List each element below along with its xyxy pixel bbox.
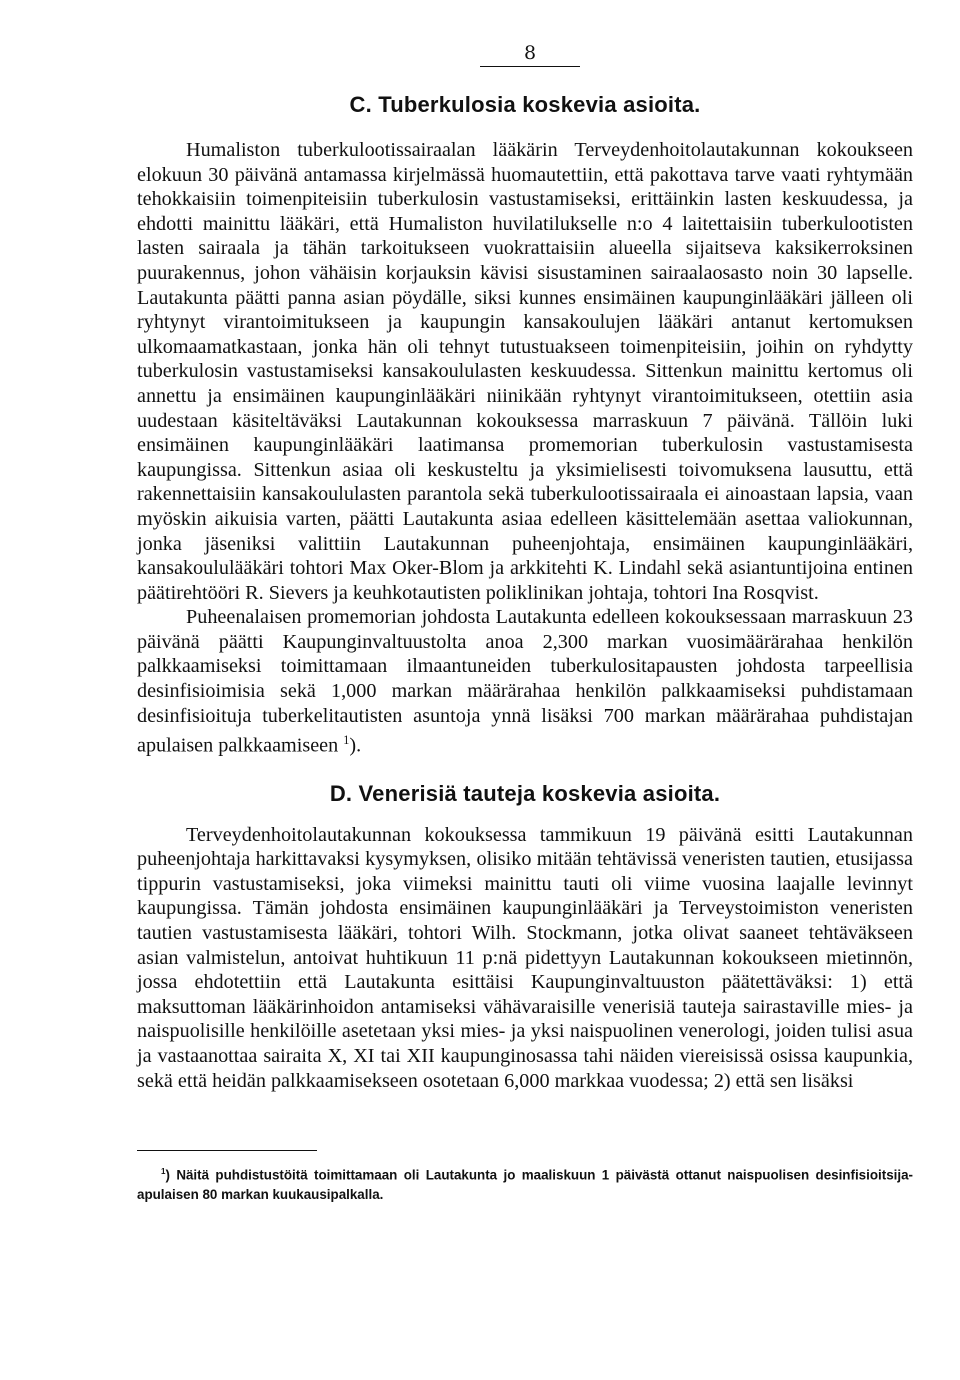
footnote-reference-paren: ): [349, 734, 357, 757]
section-c-paragraph-1: [137, 138, 913, 605]
page-body: [137, 92, 913, 1093]
footnote-mark-paren: ): [165, 1167, 170, 1183]
footnote-mark: 1: [161, 1167, 166, 1176]
section-c-paragraph-1-continued: Lautakunta päätti panna asian pöydälle, siksi kunnes ensimäinen kaupunginlääkäri jälleen oli ryhtynyt virantoimitukseen ja kaupungin kansakoulujen lääkäri antanut kertomuksen ulkomaamatkastaan, jonka hän oli tehnyt tutustuakseen toimenpiteisiin, joihin on ryhdytty tuberkulosin vastustamiseksi kansakoululasten keskuudessa. Sittenkun mainittu kertomus oli annettu ja ensimäinen kaupunginlääkäri niinikään ryhtynyt virantoimitukseen, otettiin asia uudestaan käsiteltäväksi Lautakunnan kokouksessa marraskuun 7 päivänä. Tällöin luki ensimäinen kaupunginlääkäri laatimansa promemorian tuberkulosin vastustamisesta kaupungissa. Sittenkun asiaa oli keskusteltu ja yksimielisesti toivomuksena lausuttu, että rakennettaisiin kansakoululasten parantola sekä tuberkulootissairaala ei ainoastaan lapsia, vaan myöskin aikuisia varten, päätti Lautakunta asiaa edelleen käsittelemään asettaa valiokunnan, jonka jäseniksi valittiin Lautakunnan puheenjohtaja, ensimäinen kaupunginlääkäri, kansakoululääkäri tohtori Max Oker-Blom ja arkkitehti K. Lindahl sekä asiantuntijoina entinen päätirehtööri R. Sievers ja keuhkotautisten poliklinikan johtaja, tohtori Ina Rosqvist.: [137, 286, 913, 604]
footnote: [137, 1162, 913, 1205]
page-number: 8: [480, 42, 580, 67]
footnote-divider: [137, 1150, 317, 1151]
footnote-text: Näitä puhdistustöitä toimittamaan oli Lautakunta jo maaliskuun 1 päivästä ottanut naispuolisen desinfisioitsija-apulaisen 80 markan kuukausipalkalla.: [137, 1167, 913, 1203]
section-c-paragraph-2-end: .: [356, 734, 362, 757]
section-c-paragraph-2: [137, 605, 913, 758]
section-c-paragraph-2-text: Puheenalaisen promemorian johdosta Lautakunta edelleen kokouksessaan marraskuun 23 päivänä päätti Kaupunginvaltuustolta anoa 2,300 markan vuosimäärärahaa henkilön palkkaamiseksi toimittamaan ilmaantuneiden tuberkulositapausten johdosta tarpeellisia desinfisioimisia sekä 1,000 markan määrärahaa henkilön palkkaamiseksi puhdistamaan desinfisioituja tuberkelitautisten asuntoja ynnä lisäksi 700 markan määrärahaa puhdistajan apulaisen palkkaamiseen: [137, 606, 913, 757]
section-d-heading: D. Venerisiä tauteja koskevia asioita.: [329, 780, 721, 806]
section-c-paragraph-1-sans: Humaliston tuberkulootissairaalan lääkärin Terveydenhoitolautakunnan kokoukseen elokuun 30 päivänä antamassa kirjelmässä huomautettiin, että pakottava tarve vaati ryhtymään tehokkaisiin toimenpiteisiin tuberkulosin vastustamiseksi, erittäinkin lasten keskuudessa, ja ehdotti mainittu lääkäri, että Humaliston huvilatilukselle n:o 4 laitettaisiin tuberkulootisten lasten sairaala ja tähän tarkoitukseen vuokrattaisiin alueella sijaitseva kaksikerroksinen puurakennus, johon vähäisin korjauksin kävisi sisustaminen sairaalaosasto noin 30 lapselle.: [137, 139, 913, 284]
section-d-paragraph-1: Terveydenhoitolautakunnan kokouksessa tammikuun 19 päivänä esitti Lautakunnan puheenjohtaja harkittavaksi kysymyksen, olisiko mitään tehtävissä veneristen tautien, etusijassa tippurin vastustamiseksi, joka viimeksi mainittu tauti oli viime vuosina laajalle levinnyt kaupungissa. Tämän johdosta ensimäinen kaupunginlääkäri ja Terveystoimiston veneristen tautien vastustamisesta lääkäri, tohtori Wilh. Stockmann, jotka olivat saaneet tehtäväkseen asian valmistelun, antoivat huhtikuun 11 p:nä pidettyyn Lautakunnan kokoukseen mietinnön, jossa ehdotettiin että Lautakunta esittäisi Kaupunginvaltuuston päätettäväksi: 1) että maksuttoman lääkärinhoidon antamiseksi vähävaraisille venerisiä tauteja sairastaville mies- ja naispuolisille henkilöille asetetaan yksi mies- ja yksi naispuolinen venerologi, joiden tulisi asua ja vastaanottaa sairaita X, XI tai XII kaupunginosassa tahi näiden viereisissä osissa kaupunkia, sekä että heidän palkkaamisekseen osotetaan 6,000 markkaa vuodessa; 2) että sen lisäksi: [137, 823, 913, 1092]
footnote-reference: 1: [343, 733, 350, 748]
section-c-heading: C. Tuberkulosia koskevia asioita.: [349, 92, 701, 117]
